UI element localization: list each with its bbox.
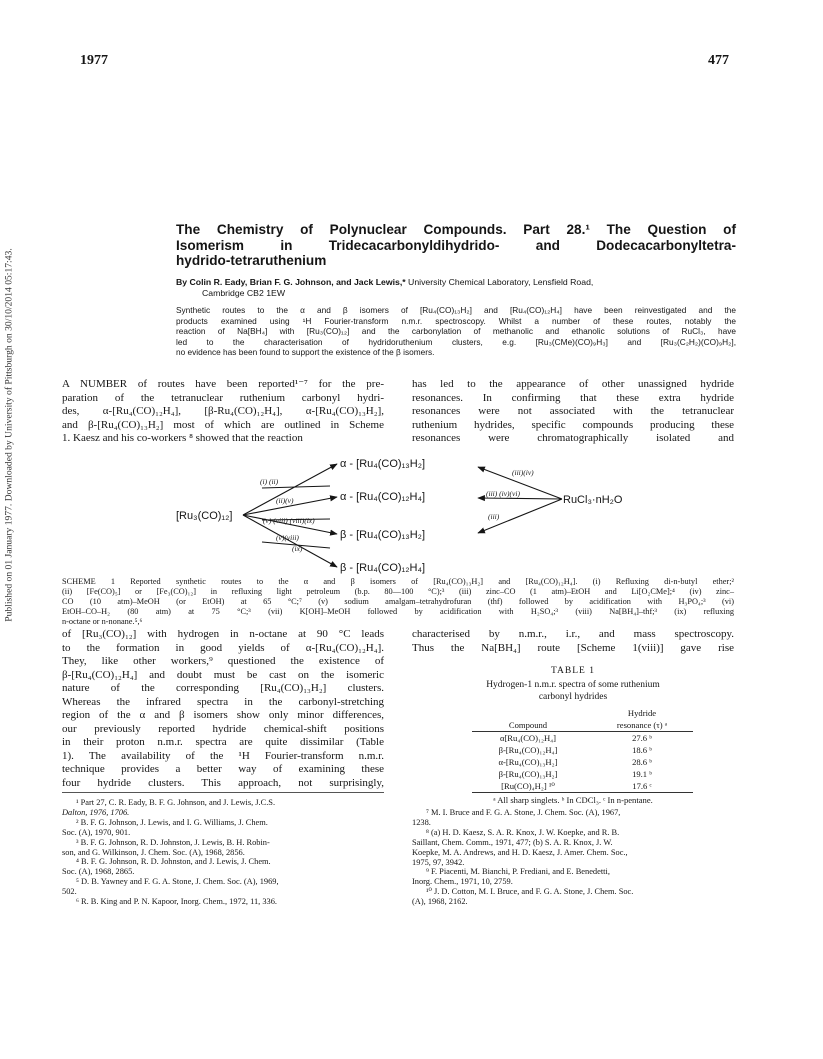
footnote-line: 1238. xyxy=(412,817,431,827)
text-line: four hydride clusters. This approach, not surprisingly, xyxy=(62,776,384,789)
scheme-end-compound: RuCl₃·nH₂O xyxy=(563,494,623,506)
table-row xyxy=(472,732,693,745)
footnote-line: ⁵ D. B. Yawney and F. G. A. Stone, J. Chem. Soc. (A), 1969, xyxy=(76,877,279,887)
page-number: 477 xyxy=(708,53,729,68)
text-line: has led to the appearance of other unassigned hydride xyxy=(412,378,734,390)
footnote-line: Soc. (A), 1970, 901. xyxy=(62,827,131,837)
value-cell: 17.6 ᶜ xyxy=(632,781,652,791)
text-line: 1). The availability of the ¹H Fourier-transform n.m.r. xyxy=(62,749,384,762)
product-beta-13: β - [Ru₄(CO)₁₃H₂] xyxy=(340,529,425,541)
table-title-line-1: Hydrogen-1 n.m.r. spectra of some ruthenium xyxy=(486,680,660,690)
footnote-line: Saillant, Chem. Comm., 1971, 477; (b) S. A. R. Knox, J. W. xyxy=(412,837,613,847)
table-1 xyxy=(412,665,734,805)
condition-label: (ix) xyxy=(292,544,303,553)
text-line: region of the α and β isomers show only minor differences, xyxy=(62,709,384,721)
footnote-line: ⁶ R. B. King and P. N. Kapoor, Inorg. Chem., 1972, 11, 336. xyxy=(76,897,278,907)
title-line-3: hydrido-tetraruthenium xyxy=(176,253,327,268)
arrow-from-rucl3-to-alpha-12 xyxy=(478,498,562,499)
authors: By Colin R. Eady, Brian F. G. Johnson, and Jack Lewis,* xyxy=(176,277,406,287)
footnote-line: (A), 1968, 2162. xyxy=(412,897,468,907)
text-line: to the formation in good yields of α-[Ru₄(CO)₁₂H₄]. xyxy=(62,641,384,654)
footnotes-left xyxy=(62,798,384,907)
text-line: and β-[Ru₄(CO)₁₃H₂] most of which are outlined in Scheme xyxy=(62,418,384,431)
product-beta-12: β - [Ru₄(CO)₁₂H₄] xyxy=(340,562,426,574)
column-header-resonance: resonance (τ) ᵃ xyxy=(616,720,668,730)
abstract-line: Synthetic routes to the α and β isomers of [Ru₄(CO)₁₃H₂] and [Ru₄(CO)₁₂H₄] have been reinvestigated and the xyxy=(176,305,736,315)
text-line: Whereas the infrared spectra in the carbonyl-stretching xyxy=(62,695,384,708)
text-line: in their proton n.m.r. spectra are quite dissimilar (Table xyxy=(62,736,384,748)
text-line: resonances. In confirming that these extra hydride xyxy=(412,391,734,404)
footnotes-right xyxy=(412,808,734,907)
table-row xyxy=(472,744,693,756)
condition-label: (iii)(iv) xyxy=(512,468,534,477)
abstract-line: led to the characterisation of hydridoruthenium clusters, e.g. [Ru₃(CMe)(CO)₉H₃] and [Ru₃(C₂H₂)(CO)₉H₂], xyxy=(176,336,736,347)
text-line: They, like other workers,⁹ questioned the existence of xyxy=(62,655,384,667)
title-line-1: The Chemistry of Polynuclear Compounds. Part 28.¹ The Question of xyxy=(176,222,736,237)
footnote-line: ³ B. F. G. Johnson, R. D. Johnston, J. Lewis, B. H. Robin- xyxy=(76,837,270,847)
column-header-hydride: Hydride xyxy=(627,708,657,718)
text-line: 1. Kaesz and his co-workers ⁸ showed that the reaction xyxy=(62,432,303,444)
footnote-line: ¹⁰ J. D. Cotton, M. I. Bruce, and F. G. A. Stone, J. Chem. Soc. xyxy=(426,887,634,897)
footnote-line: ⁷ M. I. Bruce and F. G. A. Stone, J. Chem. Soc. (A), 1967, xyxy=(426,808,621,817)
value-cell: 27.6 ᵇ xyxy=(632,733,652,743)
value-cell: 28.6 ᵇ xyxy=(632,757,652,767)
footnote-line: 1975, 97, 3942. xyxy=(412,857,465,867)
download-watermark-text: Published on 01 January 1977. Downloaded by University of Pittsburgh on 30/10/2014 05:17:43. xyxy=(3,248,15,622)
table-row xyxy=(472,756,693,768)
table-title-line-2: carbonyl hydrides xyxy=(538,692,608,702)
table-row xyxy=(472,780,693,793)
text-line: of [Ru₃(CO)₁₂] with hydrogen in n-octane at 90 °C leads xyxy=(62,628,384,640)
footnote-line: ¹ Part 27, C. R. Eady, B. F. G. Johnson, and J. Lewis, J.C.S. xyxy=(76,798,276,807)
scheme-caption xyxy=(62,577,734,627)
caption-line: CO (10 atm)–MeOH (or EtOH) at 65 °C;⁷ (v) sodium amalgam–tetrahydrofuran (thf) followed by acidification with H₃PO₄;³ (vi) xyxy=(62,596,734,606)
value-cell: 18.6 ᵇ xyxy=(632,745,652,755)
header-year: 1977 xyxy=(80,53,108,68)
caption-line: SCHEME 1 Reported synthetic routes to the α and β isomers of [Ru₄(CO)₁₃H₂] and [Ru₄(CO)₁₂H₄]. (i) Refluxing di-n-butyl ether;² xyxy=(62,577,734,586)
condition-label: (v)(viii) xyxy=(276,533,299,542)
compound-cell: α[Ru₄(CO)₁₂H₄] xyxy=(499,733,557,743)
product-alpha-12: α - [Ru₄(CO)₁₂H₄] xyxy=(340,491,426,503)
text-line: des, α-[Ru₄(CO)₁₂H₄], [β-Ru₄(CO)₁₂H₄], α-[Ru₄(CO)₁₃H₂], xyxy=(62,405,384,417)
abstract-line: reaction of Na[BH₄] with [Ru₃(CO)₁₂] and the carbonylation of methanolic and ethanolic solutions of RuCl₃, have xyxy=(176,326,736,336)
text-line: A NUMBER of routes have been reported¹⁻⁷ for the pre- xyxy=(62,378,384,390)
product-alpha-13: α - [Ru₄(CO)₁₃H₂] xyxy=(340,458,426,470)
condition-label: (iii) (iv)(vi) xyxy=(486,489,520,498)
footnote-divider xyxy=(62,792,384,793)
condition-label: (v) (viii) (viii)(ix) xyxy=(263,516,315,525)
footnote-line: Koepke, M. A. Andrews, and H. D. Kaesz, J. Amer. Chem. Soc., xyxy=(412,847,628,857)
text-line: nature of the corresponding [Ru₄(CO)₁₃H₂] clusters. xyxy=(62,682,384,694)
table-row xyxy=(472,768,693,780)
text-line: ruthenium hydrides, specific compounds producing these xyxy=(412,418,734,431)
nmr-table xyxy=(472,707,693,793)
compound-cell: β-[Ru₄(CO)₁₂H₄] xyxy=(498,745,558,755)
abstract-line: products examined using ¹H Fourier-transform n.m.r. spectroscopy. Whilst a number of these routes, notably the xyxy=(176,315,736,326)
text-line: characterised by n.m.r., i.r., and mass spectroscopy. xyxy=(412,628,734,640)
caption-line: n-octane or n-nonane.⁵,⁶ xyxy=(62,616,143,626)
footnote-line: son, and G. Wilkinson, J. Chem. Soc. (A), 1968, 2856. xyxy=(62,847,245,857)
text-line: resonances were not associated with the tetranuclear xyxy=(412,405,734,417)
body-left-column xyxy=(62,628,384,790)
title-line-2: Isomerism in Tridecacarbonyldihydrido- and Dodecacarbonyltetra- xyxy=(176,237,736,253)
condition-label: (iii) xyxy=(488,512,500,521)
compound-cell: β-[Ru₄(CO)₁₃H₂] xyxy=(498,769,558,779)
text-line: our previously reported hydride chemical-shift positions xyxy=(62,722,384,735)
column-header-compound: Compound xyxy=(508,720,548,730)
text-line: technique provides a better way of examining these xyxy=(62,763,384,775)
footnote-line: ⁸ (a) H. D. Kaesz, S. A. R. Knox, J. W. Koepke, and R. B. xyxy=(426,827,620,837)
abstract-line: no evidence has been found to support the existence of the β isomers. xyxy=(176,347,435,357)
footnote-line: ² B. F. G. Johnson, J. Lewis, and I. G. Williams, J. Chem. xyxy=(76,817,268,827)
footnote-line: ⁴ B. F. G. Johnson, R. D. Johnston, and J. Lewis, J. Chem. xyxy=(76,857,271,867)
arrow-to-alpha-13 xyxy=(243,464,337,515)
compound-cell: [Ru(CO)₄H₂] ¹⁰ xyxy=(501,781,555,791)
footnote-line: ⁹ F. Piacenti, M. Bianchi, P. Frediani, and E. Benedetti, xyxy=(426,867,610,877)
footnote-line: Dalton, 1976, 1706. xyxy=(62,807,130,817)
footnote-line: Inorg. Chem., 1971, 10, 2759. xyxy=(412,877,513,887)
text-line: paration of the tetranuclear ruthenium carbonyl hydri- xyxy=(62,391,384,404)
table-footnote: ᵃ All sharp singlets. ᵇ In CDCl₃. ᶜ In n-pentane. xyxy=(493,795,653,805)
body-right-column xyxy=(412,628,734,655)
affiliation-2: Cambridge CB2 1EW xyxy=(202,287,286,298)
condition-label: (i) (ii) xyxy=(260,477,279,486)
condition-label: (ii)(v) xyxy=(276,496,294,505)
affiliation-1: University Chemical Laboratory, Lensfield Road, xyxy=(405,277,594,287)
caption-line: (ii) [Fe(CO)₅] or [Fe₃(CO)₁₂] in refluxing light petroleum (b.p. 80—100 °C);³ (iii) zinc–CO (1 atm)–EtOH and Li[O₂CMe];⁴ (iv) zinc– xyxy=(62,586,734,596)
footnote-line: 502. xyxy=(62,887,77,897)
value-cell: 19.1 ᵇ xyxy=(632,769,652,779)
table-label: TABLE 1 xyxy=(551,666,595,676)
scheme-start-compound: [Ru₃(CO)₁₂] xyxy=(176,510,233,522)
caption-line: EtOH–CO–H₂ (80 atm) at 75 °C;³ (vii) K[OH]–MeOH followed by acidification with H₂SO₄;³ (viii) Na[BH₄]–thf;³ (ix) refluxing xyxy=(62,606,734,616)
text-line: Thus the Na[BH₄] route [Scheme 1(viii)] gave rise xyxy=(412,641,734,654)
footnote-line: Soc. (A), 1968, 2865. xyxy=(62,867,135,877)
text-line: resonances were chromatographically isolated and xyxy=(412,432,734,444)
text-line: β-[Ru₄(CO)₁₂H₄] and doubt must be cast on the isomeric xyxy=(62,668,384,681)
compound-cell: α-[Ru₄(CO)₁₃H₂] xyxy=(498,757,558,767)
